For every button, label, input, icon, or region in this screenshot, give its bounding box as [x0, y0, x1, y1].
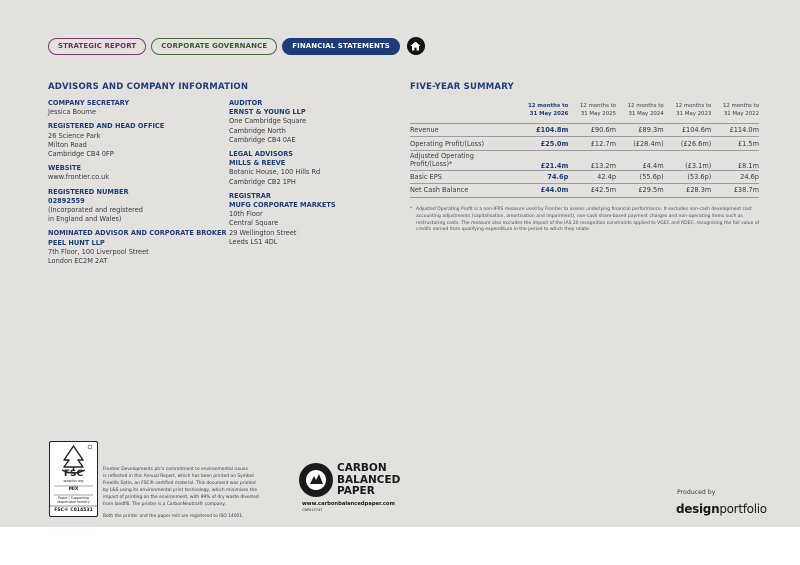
carbon-balanced-logo: [298, 461, 408, 516]
carbon-code: CBP013747: [302, 508, 323, 512]
fsc-mix: MIX: [68, 487, 79, 492]
iso-statement: Both the printer and the paper mill are registered to ISO 14001.: [103, 514, 244, 519]
office-line: Milton Road: [48, 140, 87, 149]
five-year-summary-table: [410, 103, 759, 198]
table-row: [410, 150, 759, 170]
footnote-text: Adjusted Operating Profit is a non-IFRS measure used by Frontier to assess underlying financial performance. It excludes non-cash development cost accounting adjustments (capitalisation, amortisation and impairment), non-cash share-based payment charges and non-operating items such as restructuring costs. The measure also excludes the impact of the IAS 20 recognition constraints applied to VGEC and RDEC, recognising the full value of credits earned from qualifying expenditure in the period to which they relate.: [416, 207, 760, 233]
fsc-brand: FSC: [63, 469, 84, 479]
fsc-code: FSC® C014531: [54, 508, 93, 513]
fsc-paper: Paper | Supporting: [58, 496, 89, 500]
statement-line: Frontier Developments plc's commitment to environmental issues: [103, 467, 248, 472]
fsc-logo: [49, 441, 98, 517]
legal-name: MILLS & REEVE: [229, 159, 286, 168]
statement-line: Freelife Satin, an FSC® certified material. This document was printed: [103, 481, 256, 486]
row-label: Basic EPS: [410, 170, 515, 183]
footnote-marker: *: [410, 207, 413, 212]
column-header: 12 months to 31 May 2026: [528, 103, 569, 117]
registration-line: (Incorporated and registered: [48, 206, 143, 215]
table-row: [410, 137, 759, 150]
registrar-name: MUFG CORPORATE MARKETS: [229, 201, 336, 210]
website-label: WEBSITE: [48, 164, 82, 173]
carbon-line-2: BALANCED: [337, 473, 401, 486]
land-trust-seal-icon: [298, 462, 334, 498]
fsc-site: www.fsc.org: [63, 479, 84, 483]
row-label: Operating Profit/(Loss): [410, 137, 515, 150]
statement-line: by L&S using its environmental print technology, which minimises the: [103, 488, 257, 493]
table-cell: £25.0m: [515, 137, 568, 150]
registrar-line: Leeds LS1 4DL: [229, 237, 278, 246]
registrar-line: Central Square: [229, 219, 279, 228]
table-cell: £114.0m: [711, 124, 759, 137]
logo-light-part: portfolio: [719, 502, 767, 516]
table-cell: £8.1m: [711, 150, 759, 170]
registered-number: 02892559: [48, 196, 85, 205]
table-row: [410, 184, 759, 197]
fsc-resp: responsible forestry: [57, 500, 90, 504]
nomad-line: London EC2M 2AT: [48, 257, 108, 266]
statement-line: from landfill. The printer is a CarbonNeutral® company.: [103, 502, 226, 507]
table-cell: 42.4p: [568, 170, 616, 183]
table-cell: £12.7m: [568, 137, 616, 150]
header-blank: [410, 103, 515, 124]
table-cell: £4.4m: [616, 150, 664, 170]
registrar-line: 29 Wellington Street: [229, 228, 297, 237]
registered-number-label: REGISTERED NUMBER: [48, 187, 129, 196]
registered-office-label: REGISTERED AND HEAD OFFICE: [48, 122, 165, 131]
legal-line: Cambridge CB2 1PH: [229, 177, 296, 186]
table-cell: (£28.4m): [616, 137, 664, 150]
column-header: 12 months to 31 May 2023: [675, 103, 712, 117]
advisors-heading: ADVISORS AND COMPANY INFORMATION: [48, 82, 249, 92]
registrar-label: REGISTRAR: [229, 191, 271, 200]
home-icon: [410, 41, 421, 51]
office-line: Cambridge CB4 0FP: [48, 150, 114, 159]
tab-strategic-report[interactable]: STRATEGIC REPORT: [48, 38, 146, 55]
table-cell: £44.0m: [515, 184, 568, 197]
table-cell: (£26.6m): [664, 137, 712, 150]
five-year-summary-heading: FIVE-YEAR SUMMARY: [410, 82, 514, 92]
table-header-row: [410, 103, 759, 124]
logo-bold-part: design: [676, 502, 720, 516]
table-cell: £1.5m: [711, 137, 759, 150]
advisors-left-column: [48, 99, 228, 266]
row-label: Net Cash Balance: [410, 184, 515, 197]
home-button[interactable]: [407, 37, 425, 55]
table-cell: £29.5m: [616, 184, 664, 197]
auditor-line: One Cambridge Square: [229, 117, 307, 126]
tab-corporate-governance[interactable]: CORPORATE GOVERNANCE: [151, 38, 277, 55]
auditor-label: AUDITOR: [229, 99, 263, 107]
row-label: Revenue: [410, 124, 515, 137]
designportfolio-logo: [676, 502, 767, 516]
column-header: 12 months to 31 May 2024: [627, 103, 664, 117]
table-cell: 24.6p: [711, 170, 759, 183]
table-row: [410, 170, 759, 183]
nomad-name: PEEL HUNT LLP: [48, 238, 105, 247]
company-secretary: Jessica Bourne: [48, 108, 97, 117]
summary-footnote: [410, 207, 760, 234]
section-nav: [48, 37, 425, 55]
table-cell: (£3.1m): [664, 150, 712, 170]
column-header: 12 months to 31 May 2022: [722, 103, 759, 117]
table-cell: £90.6m: [568, 124, 616, 137]
table-cell: £21.4m: [515, 150, 568, 170]
produced-by-label: Produced by: [677, 489, 716, 496]
office-line: 26 Science Park: [48, 131, 101, 140]
statement-line: is reflected in this Annual Report, which has been printed on Symbol: [103, 474, 254, 479]
auditor-line: Cambridge North: [229, 126, 286, 135]
table-cell: £104.6m: [664, 124, 712, 137]
tab-financial-statements[interactable]: FINANCIAL STATEMENTS: [282, 38, 400, 55]
legal-line: Botanic House, 100 Hills Rd: [229, 168, 321, 177]
carbon-line-1: CARBON: [337, 462, 387, 474]
nomad-label: NOMINATED ADVISOR AND CORPORATE BROKER: [48, 229, 227, 238]
nomad-line: 7th Floor, 100 Liverpool Street: [48, 247, 149, 256]
website-link[interactable]: www.frontier.co.uk: [48, 173, 110, 182]
table-row: [410, 124, 759, 137]
table-cell: £104.8m: [515, 124, 568, 137]
company-secretary-label: COMPANY SECRETARY: [48, 99, 130, 107]
row-label: Adjusted Operating Profit/(Loss)*: [410, 150, 515, 170]
carbon-url[interactable]: www.carbonbalancedpaper.com: [302, 501, 395, 507]
table-cell: £89.3m: [616, 124, 664, 137]
table-cell: 74.6p: [515, 170, 568, 183]
registration-line: in England and Wales): [48, 215, 122, 224]
carbon-line-3: PAPER: [337, 485, 375, 497]
table-cell: £28.3m: [664, 184, 712, 197]
auditor-line: Cambridge CB4 0AE: [229, 135, 296, 144]
column-header: 12 months to 31 May 2025: [580, 103, 617, 117]
statement-line: impact of printing on the environment, with 99% of dry waste diverted: [103, 495, 259, 500]
table-cell: £42.5m: [568, 184, 616, 197]
auditor-name: ERNST & YOUNG LLP: [229, 108, 306, 117]
registrar-line: 10th Floor: [229, 210, 263, 219]
environment-statement: [103, 466, 279, 521]
advisors-right-column: [229, 99, 404, 247]
table-cell: £38.7m: [711, 184, 759, 197]
legal-label: LEGAL ADVISORS: [229, 150, 294, 159]
table-cell: (55.6p): [616, 170, 664, 183]
table-cell: £13.2m: [568, 150, 616, 170]
table-cell: (53.6p): [664, 170, 712, 183]
